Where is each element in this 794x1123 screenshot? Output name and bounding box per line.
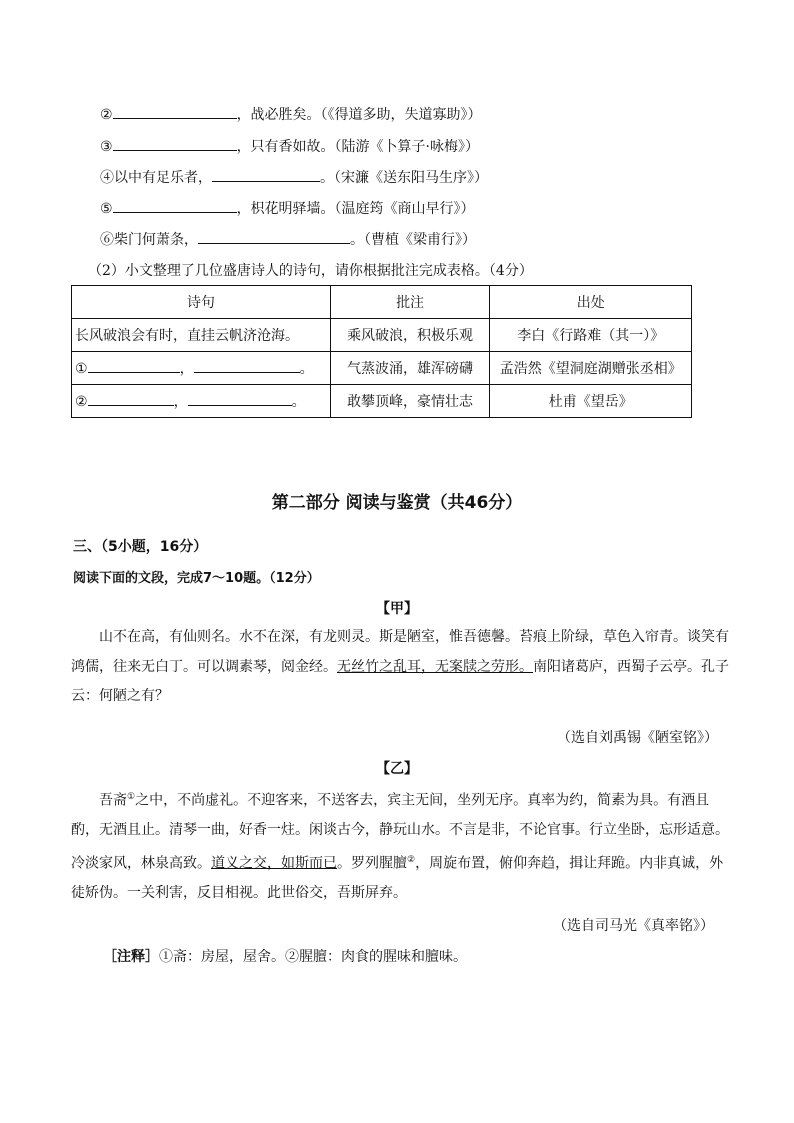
fill-line-6: ⑥柴门何萧条， 。（曹植《梁甫行》） [100,232,476,248]
section-three-title: 三、（5小题，16分） [73,539,208,555]
note-cell: 气蒸波涌，雄浑磅礴 [330,352,490,385]
verse-cell: 长风破浪会有时，直挂云帆济沧海。 [72,319,331,352]
header-source: 出处 [490,286,692,319]
verse-cell: ② ， 。 [72,385,331,418]
passage-jia: 山不在高，有仙则名。水不在深，有龙则灵。斯是陋室，惟吾德馨。苔痕上阶绿，草色入帘青。谈笑有鸿儒，往来无白丁。可以调素琴，阅金经。无丝竹之乱耳，无案牍之劳形。南阳诸葛庐，西蜀子云亭。孔子云：何陋之有？ [71,629,729,704]
question-2-intro: （2）小文整理了几位盛唐诗人的诗句，请你根据批注完成表格。（4分） [88,263,533,279]
part-two-title: 第二部分 阅读与鉴赏（共46分） [271,493,523,513]
passage-jia-source: （选自刘禹锡《陋室铭》） [557,730,718,746]
answer-blank[interactable] [212,169,320,182]
note-cell: 敢攀顶峰，豪情壮志 [330,385,490,418]
answer-blank[interactable] [113,106,237,119]
reading-instructions: 阅读下面的文段，完成7～10题。（12分） [73,571,320,586]
header-verse: 诗句 [72,286,331,319]
note-cell: 乘风破浪，积极乐观 [330,319,490,352]
answer-blank[interactable] [88,360,180,373]
table-header-row [72,286,692,319]
fill-line-3: ③ ，只有香如故。（陆游《卜算子·咏梅》） [100,139,480,155]
answer-blank[interactable] [194,360,300,373]
source-cell: 杜甫《望岳》 [490,385,692,418]
note-mark-2: ② [407,854,416,865]
underlined-sentence: 无丝竹之乱耳，无案牍之劳形。 [337,658,533,675]
annotations: ［注释］①斋：房屋，屋舍。②腥膻：肉食的腥味和膻味。 [103,949,467,965]
source-cell: 李白《行路难（其一）》 [490,319,692,352]
source-cell: 孟浩然《望洞庭湖赠张丞相》 [490,352,692,385]
underlined-sentence: 道义之交，如斯而已 [211,855,337,872]
header-note: 批注 [330,286,490,319]
note-mark-1: ① [127,792,136,802]
poetry-table [71,285,692,418]
table-row [72,352,692,385]
answer-blank[interactable] [113,138,237,151]
table-row [72,319,692,352]
verse-cell: ① ， 。 [72,352,331,385]
answer-blank[interactable] [188,393,292,406]
answer-blank[interactable] [113,200,237,213]
passage-yi-source: （选自司马光《真率铭》） [553,918,714,934]
passage-yi: 吾斋①之中，不尚虚礼。不迎客来，不送客去，宾主无间，坐列无序。真率为约，简素为具。有酒且酌，无酒且止。清琴一曲，好香一炷。闲谈古今，静玩山水。不言是非，不论官事。行立坐卧，忘形适意。冷淡家风，林泉高致。道义之交，如斯而已。罗列腥膻②，周旋布置，俯仰奔趋，揖让拜跪。内非真诚，外徒矫伪。一关利害，反目相视。此世俗交，吾斯屏弃。 [71,792,729,901]
table-row [72,385,692,418]
answer-blank[interactable] [198,231,350,244]
passage-jia-label: 【甲】 [376,601,418,617]
fill-line-5: ⑤ ，枳花明驿墙。（温庭筠《商山早行》） [100,201,475,217]
passage-yi-label: 【乙】 [376,761,418,777]
fill-line-2: ② ，战必胜矣。（《得道多助，失道寡助》） [100,107,482,123]
fill-line-4: ④以中有足乐者， 。（宋濂《送东阳马生序》） [100,170,488,186]
answer-blank[interactable] [88,393,174,406]
annotations-label: ［注释］ [103,949,159,965]
